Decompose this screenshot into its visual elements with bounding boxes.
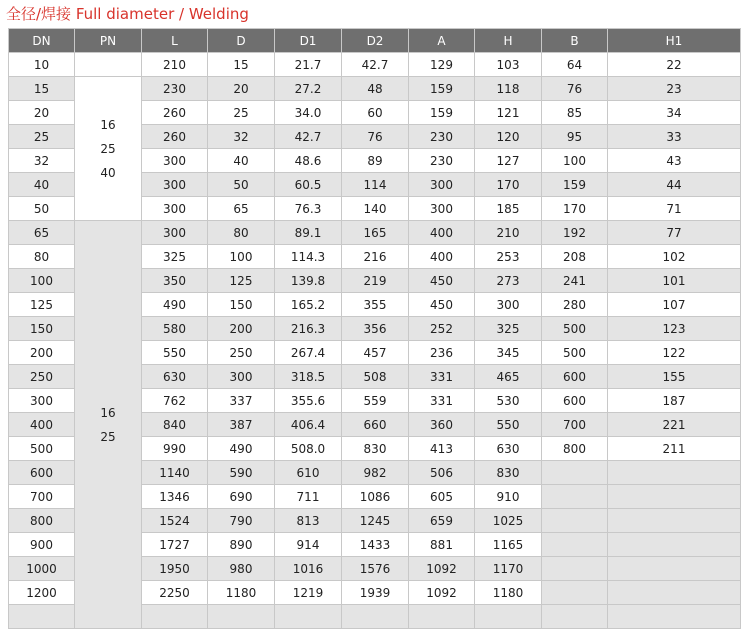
cell-h: 300 bbox=[475, 293, 542, 317]
cell-d2: 89 bbox=[342, 149, 409, 173]
cell-d2: 1245 bbox=[342, 509, 409, 533]
cell-h1: 123 bbox=[608, 317, 741, 341]
cell-d: 25 bbox=[208, 101, 275, 125]
cell-d: 337 bbox=[208, 389, 275, 413]
cell-d: 387 bbox=[208, 413, 275, 437]
cell-d1: 1016 bbox=[275, 557, 342, 581]
cell-dn: 25 bbox=[9, 125, 75, 149]
cell-d1: 48.6 bbox=[275, 149, 342, 173]
cell-l: 990 bbox=[142, 437, 208, 461]
cell-d: 200 bbox=[208, 317, 275, 341]
cell-d: 20 bbox=[208, 77, 275, 101]
cell-l: 630 bbox=[142, 365, 208, 389]
cell-l: 260 bbox=[142, 125, 208, 149]
pn-value: 25 bbox=[100, 141, 116, 156]
cell-a: 659 bbox=[409, 509, 475, 533]
cell-h1: 101 bbox=[608, 269, 741, 293]
column-header-b: B bbox=[542, 29, 608, 53]
cell-d1: 914 bbox=[275, 533, 342, 557]
cell-dn: 200 bbox=[9, 341, 75, 365]
cell-h: 170 bbox=[475, 173, 542, 197]
cell-h1 bbox=[608, 581, 741, 605]
cell-d: 50 bbox=[208, 173, 275, 197]
cell-d2: 165 bbox=[342, 221, 409, 245]
cell-dn: 32 bbox=[9, 149, 75, 173]
cell-b: 208 bbox=[542, 245, 608, 269]
cell-d2: 660 bbox=[342, 413, 409, 437]
cell-l: 1727 bbox=[142, 533, 208, 557]
pn-cell bbox=[75, 53, 142, 77]
cell-b bbox=[542, 461, 608, 485]
cell-a: 300 bbox=[409, 197, 475, 221]
cell-b: 600 bbox=[542, 365, 608, 389]
column-header-dn: DN bbox=[9, 29, 75, 53]
cell-dn: 15 bbox=[9, 77, 75, 101]
pn-value: 25 bbox=[100, 429, 116, 444]
cell-a: 331 bbox=[409, 365, 475, 389]
table-row bbox=[9, 221, 741, 245]
cell-h bbox=[475, 605, 542, 629]
cell-l: 762 bbox=[142, 389, 208, 413]
cell-dn: 65 bbox=[9, 221, 75, 245]
cell-h: 830 bbox=[475, 461, 542, 485]
cell-d2: 219 bbox=[342, 269, 409, 293]
cell-h1: 23 bbox=[608, 77, 741, 101]
cell-d2: 1939 bbox=[342, 581, 409, 605]
cell-dn: 50 bbox=[9, 197, 75, 221]
cell-h1 bbox=[608, 533, 741, 557]
cell-d1: 406.4 bbox=[275, 413, 342, 437]
cell-d2: 114 bbox=[342, 173, 409, 197]
cell-d2: 559 bbox=[342, 389, 409, 413]
cell-b: 500 bbox=[542, 341, 608, 365]
cell-l: 325 bbox=[142, 245, 208, 269]
cell-h1: 44 bbox=[608, 173, 741, 197]
cell-d: 100 bbox=[208, 245, 275, 269]
cell-a: 159 bbox=[409, 101, 475, 125]
cell-dn: 250 bbox=[9, 365, 75, 389]
cell-h: 630 bbox=[475, 437, 542, 461]
cell-b: 95 bbox=[542, 125, 608, 149]
pn-value: 16 bbox=[100, 405, 116, 420]
cell-d2 bbox=[342, 605, 409, 629]
cell-d: 150 bbox=[208, 293, 275, 317]
cell-h: 1025 bbox=[475, 509, 542, 533]
cell-d2: 140 bbox=[342, 197, 409, 221]
cell-h1: 187 bbox=[608, 389, 741, 413]
cell-b: 85 bbox=[542, 101, 608, 125]
cell-dn: 400 bbox=[9, 413, 75, 437]
cell-l: 1140 bbox=[142, 461, 208, 485]
table-row bbox=[9, 53, 741, 77]
cell-l bbox=[142, 605, 208, 629]
cell-h: 325 bbox=[475, 317, 542, 341]
cell-h: 1170 bbox=[475, 557, 542, 581]
cell-d2: 48 bbox=[342, 77, 409, 101]
cell-a: 506 bbox=[409, 461, 475, 485]
cell-a: 1092 bbox=[409, 557, 475, 581]
cell-h1: 77 bbox=[608, 221, 741, 245]
cell-dn: 600 bbox=[9, 461, 75, 485]
cell-dn: 300 bbox=[9, 389, 75, 413]
cell-l: 550 bbox=[142, 341, 208, 365]
column-header-a: A bbox=[409, 29, 475, 53]
header-row bbox=[9, 29, 741, 53]
cell-l: 300 bbox=[142, 149, 208, 173]
cell-d: 250 bbox=[208, 341, 275, 365]
cell-d1: 813 bbox=[275, 509, 342, 533]
cell-h: 185 bbox=[475, 197, 542, 221]
cell-b: 159 bbox=[542, 173, 608, 197]
cell-a: 236 bbox=[409, 341, 475, 365]
cell-a: 413 bbox=[409, 437, 475, 461]
cell-l: 580 bbox=[142, 317, 208, 341]
column-header-d2: D2 bbox=[342, 29, 409, 53]
cell-h1: 71 bbox=[608, 197, 741, 221]
column-header-h: H bbox=[475, 29, 542, 53]
cell-d1: 267.4 bbox=[275, 341, 342, 365]
cell-d2: 830 bbox=[342, 437, 409, 461]
cell-dn: 40 bbox=[9, 173, 75, 197]
cell-d1: 42.7 bbox=[275, 125, 342, 149]
cell-h: 118 bbox=[475, 77, 542, 101]
cell-dn: 10 bbox=[9, 53, 75, 77]
cell-h: 465 bbox=[475, 365, 542, 389]
cell-d: 890 bbox=[208, 533, 275, 557]
cell-d bbox=[208, 605, 275, 629]
cell-h1: 34 bbox=[608, 101, 741, 125]
cell-l: 210 bbox=[142, 53, 208, 77]
cell-d2: 356 bbox=[342, 317, 409, 341]
cell-dn: 1000 bbox=[9, 557, 75, 581]
cell-h: 127 bbox=[475, 149, 542, 173]
cell-dn: 20 bbox=[9, 101, 75, 125]
cell-h1 bbox=[608, 461, 741, 485]
cell-h: 103 bbox=[475, 53, 542, 77]
cell-d1: 139.8 bbox=[275, 269, 342, 293]
cell-a bbox=[409, 605, 475, 629]
pn-value: 40 bbox=[100, 165, 116, 180]
cell-d: 32 bbox=[208, 125, 275, 149]
cell-dn: 900 bbox=[9, 533, 75, 557]
cell-a: 1092 bbox=[409, 581, 475, 605]
cell-l: 300 bbox=[142, 173, 208, 197]
cell-h: 530 bbox=[475, 389, 542, 413]
cell-d1: 318.5 bbox=[275, 365, 342, 389]
cell-d1: 21.7 bbox=[275, 53, 342, 77]
cell-h: 910 bbox=[475, 485, 542, 509]
cell-dn: 500 bbox=[9, 437, 75, 461]
cell-d2: 508 bbox=[342, 365, 409, 389]
cell-l: 2250 bbox=[142, 581, 208, 605]
cell-d: 980 bbox=[208, 557, 275, 581]
cell-d1: 610 bbox=[275, 461, 342, 485]
cell-a: 881 bbox=[409, 533, 475, 557]
cell-d: 590 bbox=[208, 461, 275, 485]
table-body bbox=[9, 53, 741, 629]
cell-b: 600 bbox=[542, 389, 608, 413]
cell-d2: 982 bbox=[342, 461, 409, 485]
column-header-h1: H1 bbox=[608, 29, 741, 53]
cell-dn: 700 bbox=[9, 485, 75, 509]
cell-h: 210 bbox=[475, 221, 542, 245]
cell-l: 1950 bbox=[142, 557, 208, 581]
cell-d1 bbox=[275, 605, 342, 629]
cell-l: 1524 bbox=[142, 509, 208, 533]
cell-d1: 1219 bbox=[275, 581, 342, 605]
cell-b bbox=[542, 485, 608, 509]
cell-d: 125 bbox=[208, 269, 275, 293]
cell-h1: 102 bbox=[608, 245, 741, 269]
cell-h: 345 bbox=[475, 341, 542, 365]
cell-d2: 60 bbox=[342, 101, 409, 125]
cell-b: 170 bbox=[542, 197, 608, 221]
cell-b bbox=[542, 581, 608, 605]
cell-d2: 1086 bbox=[342, 485, 409, 509]
cell-a: 300 bbox=[409, 173, 475, 197]
cell-d1: 89.1 bbox=[275, 221, 342, 245]
cell-h1 bbox=[608, 605, 741, 629]
cell-dn: 1200 bbox=[9, 581, 75, 605]
cell-d1: 34.0 bbox=[275, 101, 342, 125]
cell-b: 500 bbox=[542, 317, 608, 341]
cell-d2: 1433 bbox=[342, 533, 409, 557]
cell-h: 121 bbox=[475, 101, 542, 125]
cell-h1: 22 bbox=[608, 53, 741, 77]
cell-dn: 150 bbox=[9, 317, 75, 341]
column-header-d: D bbox=[208, 29, 275, 53]
cell-l: 840 bbox=[142, 413, 208, 437]
cell-d2: 457 bbox=[342, 341, 409, 365]
cell-d2: 42.7 bbox=[342, 53, 409, 77]
cell-h1 bbox=[608, 509, 741, 533]
cell-a: 230 bbox=[409, 125, 475, 149]
cell-b bbox=[542, 509, 608, 533]
cell-b: 280 bbox=[542, 293, 608, 317]
cell-dn: 80 bbox=[9, 245, 75, 269]
cell-h: 120 bbox=[475, 125, 542, 149]
dimension-table bbox=[8, 28, 741, 629]
cell-h: 1165 bbox=[475, 533, 542, 557]
cell-a: 129 bbox=[409, 53, 475, 77]
cell-h1 bbox=[608, 557, 741, 581]
cell-h1: 43 bbox=[608, 149, 741, 173]
cell-d1: 27.2 bbox=[275, 77, 342, 101]
pn-value: 16 bbox=[100, 117, 116, 132]
cell-d: 1180 bbox=[208, 581, 275, 605]
cell-a: 360 bbox=[409, 413, 475, 437]
cell-b bbox=[542, 557, 608, 581]
cell-a: 605 bbox=[409, 485, 475, 509]
cell-d: 80 bbox=[208, 221, 275, 245]
cell-d2: 76 bbox=[342, 125, 409, 149]
cell-b: 800 bbox=[542, 437, 608, 461]
cell-d2: 1576 bbox=[342, 557, 409, 581]
cell-b: 700 bbox=[542, 413, 608, 437]
column-header-d1: D1 bbox=[275, 29, 342, 53]
cell-l: 260 bbox=[142, 101, 208, 125]
cell-d: 490 bbox=[208, 437, 275, 461]
cell-h1: 33 bbox=[608, 125, 741, 149]
cell-l: 230 bbox=[142, 77, 208, 101]
cell-h1: 122 bbox=[608, 341, 741, 365]
cell-d: 15 bbox=[208, 53, 275, 77]
cell-b: 76 bbox=[542, 77, 608, 101]
cell-d1: 355.6 bbox=[275, 389, 342, 413]
cell-dn: 100 bbox=[9, 269, 75, 293]
cell-b: 241 bbox=[542, 269, 608, 293]
cell-a: 159 bbox=[409, 77, 475, 101]
cell-h1: 211 bbox=[608, 437, 741, 461]
cell-a: 450 bbox=[409, 293, 475, 317]
cell-h1: 221 bbox=[608, 413, 741, 437]
cell-d1: 76.3 bbox=[275, 197, 342, 221]
cell-d1: 165.2 bbox=[275, 293, 342, 317]
cell-d1: 711 bbox=[275, 485, 342, 509]
cell-a: 230 bbox=[409, 149, 475, 173]
cell-a: 450 bbox=[409, 269, 475, 293]
cell-l: 300 bbox=[142, 197, 208, 221]
cell-b bbox=[542, 605, 608, 629]
cell-d2: 355 bbox=[342, 293, 409, 317]
cell-h: 273 bbox=[475, 269, 542, 293]
cell-d: 40 bbox=[208, 149, 275, 173]
pn-group-1 bbox=[75, 77, 142, 221]
cell-b: 64 bbox=[542, 53, 608, 77]
cell-d2: 216 bbox=[342, 245, 409, 269]
cell-l: 1346 bbox=[142, 485, 208, 509]
cell-d: 690 bbox=[208, 485, 275, 509]
cell-h: 550 bbox=[475, 413, 542, 437]
cell-h1 bbox=[608, 485, 741, 509]
cell-d: 790 bbox=[208, 509, 275, 533]
cell-l: 490 bbox=[142, 293, 208, 317]
cell-h: 253 bbox=[475, 245, 542, 269]
cell-l: 300 bbox=[142, 221, 208, 245]
cell-b bbox=[542, 533, 608, 557]
cell-a: 400 bbox=[409, 221, 475, 245]
cell-a: 400 bbox=[409, 245, 475, 269]
cell-b: 100 bbox=[542, 149, 608, 173]
cell-d: 65 bbox=[208, 197, 275, 221]
cell-l: 350 bbox=[142, 269, 208, 293]
cell-h1: 107 bbox=[608, 293, 741, 317]
cell-d: 300 bbox=[208, 365, 275, 389]
table-row bbox=[9, 77, 741, 101]
page-title: 全径/焊接 Full diameter / Welding bbox=[6, 5, 249, 23]
cell-b: 192 bbox=[542, 221, 608, 245]
cell-d1: 114.3 bbox=[275, 245, 342, 269]
pn-group-2 bbox=[75, 221, 142, 629]
cell-d1: 508.0 bbox=[275, 437, 342, 461]
cell-a: 252 bbox=[409, 317, 475, 341]
cell-dn: 800 bbox=[9, 509, 75, 533]
cell-h1: 155 bbox=[608, 365, 741, 389]
cell-dn: 125 bbox=[9, 293, 75, 317]
cell-h: 1180 bbox=[475, 581, 542, 605]
cell-a: 331 bbox=[409, 389, 475, 413]
cell-d1: 216.3 bbox=[275, 317, 342, 341]
column-header-l: L bbox=[142, 29, 208, 53]
cell-d1: 60.5 bbox=[275, 173, 342, 197]
cell-dn bbox=[9, 605, 75, 629]
column-header-pn: PN bbox=[75, 29, 142, 53]
